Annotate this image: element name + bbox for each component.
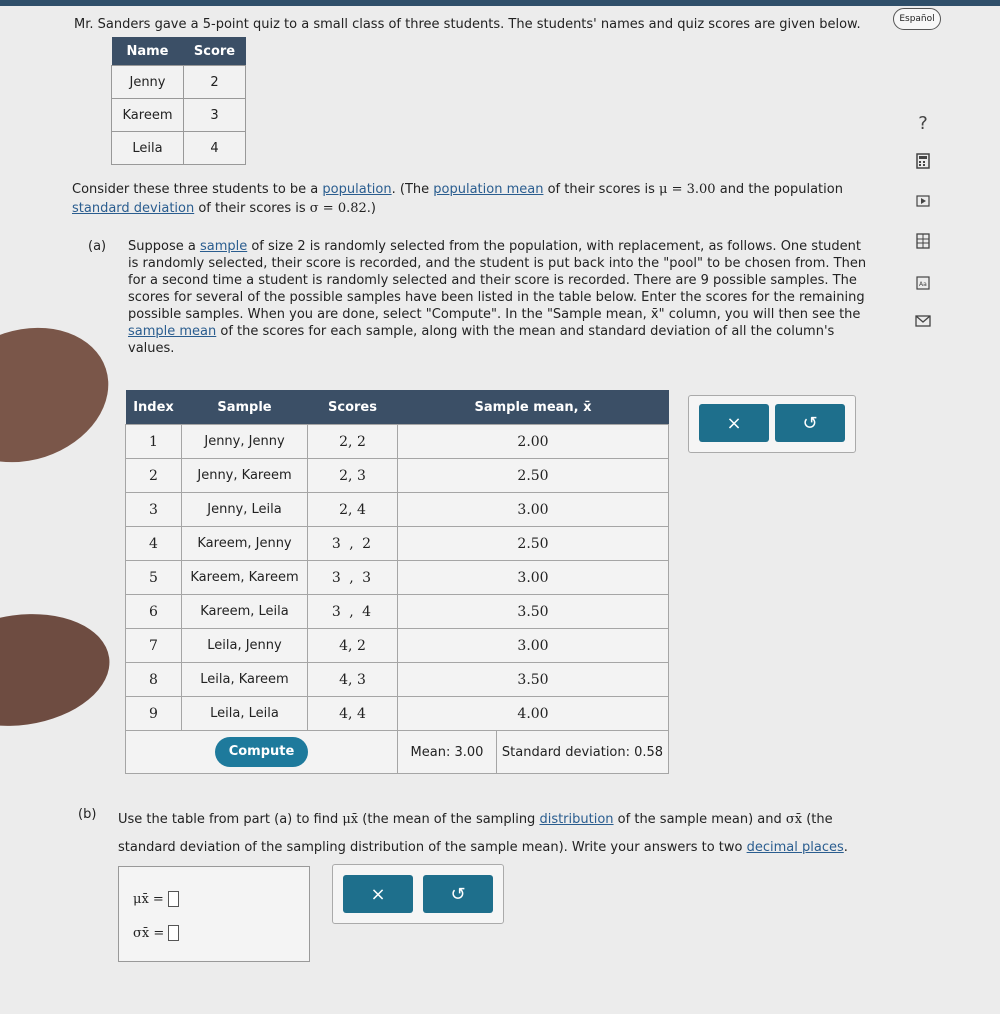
text: .) <box>366 201 376 216</box>
text: of the sample mean) and <box>613 812 786 827</box>
sample-mean-cell: 3.00 <box>398 493 669 527</box>
scores-cell: 4, 3 <box>308 663 398 697</box>
sample-cell: Jenny, Leila <box>182 493 308 527</box>
finger-overlay <box>0 603 117 737</box>
distribution-link[interactable]: distribution <box>539 812 614 827</box>
index-cell: 7 <box>126 629 182 663</box>
table-row <box>126 561 669 595</box>
text: . <box>843 840 848 855</box>
text: of their scores is <box>194 201 310 216</box>
sample-cell: Kareem, Jenny <box>182 527 308 561</box>
finger-overlay <box>0 307 126 483</box>
column-header: Name <box>112 37 184 66</box>
index-cell: 2 <box>126 459 182 493</box>
sample-mean-cell: 2.00 <box>398 425 669 459</box>
clear-button[interactable] <box>699 404 769 442</box>
part-b-text <box>118 806 868 862</box>
scores-input-cell[interactable]: 3 , 2 <box>308 527 398 561</box>
sample-mean-cell: 3.00 <box>398 629 669 663</box>
message-icon[interactable] <box>912 310 934 332</box>
mu-answer-label: μx̄ = <box>133 891 164 907</box>
text: values. <box>128 341 175 356</box>
student-name: Kareem <box>112 99 184 132</box>
student-score: 4 <box>184 132 246 165</box>
index-cell: 3 <box>126 493 182 527</box>
sigma-xbar-symbol: σx̄ <box>785 812 803 827</box>
column-header: Index <box>126 390 182 425</box>
index-cell: 4 <box>126 527 182 561</box>
student-name: Jenny <box>112 66 184 99</box>
table-row <box>126 493 669 527</box>
clear-button[interactable] <box>343 875 413 913</box>
part-a-tools <box>688 395 856 453</box>
sigma-answer-input[interactable] <box>168 925 179 941</box>
population-mean-link[interactable]: population mean <box>433 182 544 197</box>
scores-input-cell[interactable]: 3 , 4 <box>308 595 398 629</box>
close-icon: × <box>726 412 742 434</box>
table-row <box>126 697 669 731</box>
top-bar <box>0 0 1000 6</box>
sample-mean-cell: 4.00 <box>398 697 669 731</box>
undo-icon: ↺ <box>802 412 818 434</box>
espanol-button[interactable]: Español <box>893 8 941 30</box>
index-cell: 8 <box>126 663 182 697</box>
student-name: Leila <box>112 132 184 165</box>
student-score: 3 <box>184 99 246 132</box>
sample-cell: Jenny, Jenny <box>182 425 308 459</box>
samples-table <box>125 390 669 774</box>
sample-cell: Kareem, Kareem <box>182 561 308 595</box>
scores-input-cell[interactable]: 3 , 3 <box>308 561 398 595</box>
scores-cell: 2, 3 <box>308 459 398 493</box>
compute-cell <box>126 731 398 774</box>
table-row <box>126 527 669 561</box>
population-paragraph <box>72 180 862 218</box>
text: and the population <box>715 182 843 197</box>
sample-mean-cell: 2.50 <box>398 459 669 493</box>
part-a-text <box>128 238 868 357</box>
calculator-icon[interactable] <box>912 150 934 172</box>
sample-cell: Kareem, Leila <box>182 595 308 629</box>
text: of their scores is <box>543 182 660 197</box>
index-cell: 1 <box>126 425 182 459</box>
scores-cell: 4, 2 <box>308 629 398 663</box>
svg-text:Aa: Aa <box>919 281 927 288</box>
column-header: Sample <box>182 390 308 425</box>
text: scores for several of the possible samples have been listed in the table below. Enter the scores for the remaining <box>128 290 865 305</box>
sample-mean-cell: 3.00 <box>398 561 669 595</box>
population-link[interactable]: population <box>322 182 392 197</box>
standard-deviation-link[interactable]: standard deviation <box>72 201 195 216</box>
text: Consider these three students to be a <box>72 182 323 197</box>
index-cell: 9 <box>126 697 182 731</box>
sd-result: Standard deviation: 0.58 <box>497 731 669 774</box>
table-footer <box>126 731 669 774</box>
student-score: 2 <box>184 66 246 99</box>
table-row <box>126 595 669 629</box>
glossary-icon[interactable] <box>912 272 934 294</box>
sample-mean-link[interactable]: sample mean <box>128 324 217 339</box>
sample-mean-cell: 3.50 <box>398 595 669 629</box>
table-row <box>126 629 669 663</box>
sigma-answer-row <box>133 925 179 941</box>
decimal-places-link[interactable]: decimal places <box>746 840 844 855</box>
sample-mean-cell: 2.50 <box>398 527 669 561</box>
answer-box <box>118 866 310 962</box>
table-row <box>126 425 669 459</box>
mu-answer-row <box>133 891 179 907</box>
text: is randomly selected, their score is recorded, and the student is put back into the "pool" to be chosen from. Then <box>128 256 867 271</box>
column-header: Score <box>184 37 246 66</box>
intro-text: Mr. Sanders gave a 5-point quiz to a small class of three students. The students' names and quiz scores are given below. <box>74 17 861 32</box>
part-b-tools <box>332 864 504 924</box>
scores-cell: 2, 2 <box>308 425 398 459</box>
table-row <box>126 663 669 697</box>
sample-cell: Leila, Kareem <box>182 663 308 697</box>
part-b-label: (b) <box>78 807 97 822</box>
index-cell: 5 <box>126 561 182 595</box>
data-table-icon[interactable] <box>912 230 934 252</box>
mu-answer-input[interactable] <box>168 891 179 907</box>
mean-result: Mean: 3.00 <box>398 731 497 774</box>
compute-button[interactable]: Compute <box>215 737 309 767</box>
sample-link[interactable]: sample <box>199 239 248 254</box>
mu-value: μ = 3.00 <box>659 182 716 197</box>
text: Suppose a <box>128 239 200 254</box>
sample-cell: Jenny, Kareem <box>182 459 308 493</box>
help-icon[interactable]: ? <box>918 112 928 134</box>
text: Use the table from part (a) to find <box>118 812 343 827</box>
video-icon[interactable] <box>912 190 934 212</box>
text: of size 2 is randomly selected from the population, with replacement, as follows. One student <box>247 239 861 254</box>
text: (the mean of the sampling <box>358 812 540 827</box>
scores-cell: 2, 4 <box>308 493 398 527</box>
sample-cell: Leila, Jenny <box>182 629 308 663</box>
undo-icon: ↺ <box>450 883 466 905</box>
mu-xbar-symbol: μx̄ <box>342 812 359 827</box>
text: . (The <box>391 182 434 197</box>
close-icon: × <box>370 883 386 905</box>
column-header: Scores <box>308 390 398 425</box>
undo-button[interactable] <box>775 404 845 442</box>
sigma-answer-label: σx̄ = <box>133 925 165 941</box>
sample-cell: Leila, Leila <box>182 697 308 731</box>
text: of the scores for each sample, along with the mean and standard deviation of all the column's <box>216 324 835 339</box>
part-a-label: (a) <box>88 239 107 254</box>
text: (the <box>802 812 833 827</box>
students-table <box>111 37 246 165</box>
scores-cell: 4, 4 <box>308 697 398 731</box>
text: standard deviation of the sampling distribution of the sample mean). Write your answers to two <box>118 840 747 855</box>
text: for a second time a student is randomly selected and their score is recorded. There are 9 possible samples. The <box>128 273 857 288</box>
index-cell: 6 <box>126 595 182 629</box>
column-header: Sample mean, x̄ <box>398 390 669 425</box>
sigma-value: σ = 0.82 <box>309 201 367 216</box>
undo-button[interactable] <box>423 875 493 913</box>
sample-mean-cell: 3.50 <box>398 663 669 697</box>
text: possible samples. When you are done, select "Compute". In the "Sample mean, x̄" column, you will then see the <box>128 307 861 322</box>
table-row <box>126 459 669 493</box>
